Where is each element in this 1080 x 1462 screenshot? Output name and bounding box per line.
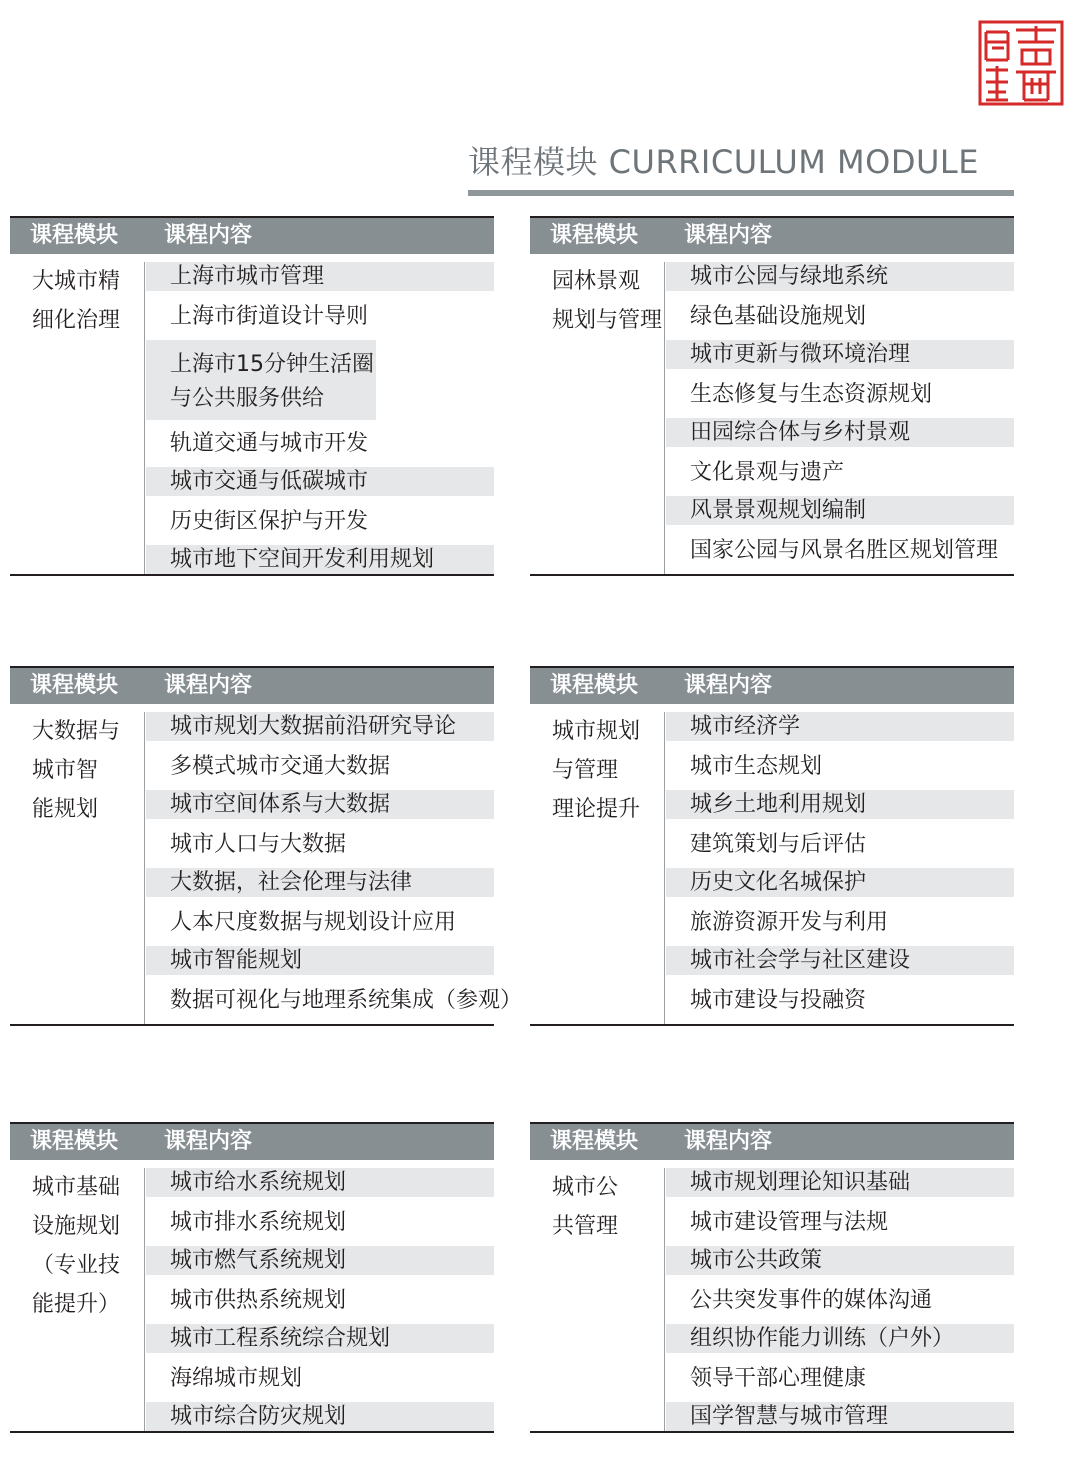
table-header [530, 668, 1014, 704]
course-item: 城市空间体系与大数据 [146, 790, 494, 819]
module-name-line: 城市基础 [32, 1175, 121, 1200]
column-header-module: 课程模块 [30, 673, 119, 698]
course-item: 数据可视化与地理系统集成（参观） [170, 988, 523, 1013]
course-item: 上海市城市管理 [146, 262, 494, 291]
column-header-content: 课程内容 [684, 673, 773, 698]
module-name-line: 城市规划 [552, 719, 641, 744]
course-list [146, 712, 523, 1024]
table-header [10, 668, 494, 704]
module-name-line: 共管理 [552, 1214, 619, 1239]
module-name [530, 1168, 665, 1431]
course-list [666, 1168, 1014, 1431]
course-item: 建筑策划与后评估 [690, 832, 867, 857]
table-body [530, 1160, 1014, 1431]
table-body [530, 254, 1014, 574]
course-list [666, 262, 1014, 574]
course-item: 城乡土地利用规划 [666, 790, 1014, 819]
course-item: 旅游资源开发与利用 [690, 910, 889, 935]
course-item: 多模式城市交通大数据 [170, 754, 391, 779]
module-name-line: 与管理 [552, 758, 619, 783]
course-item: 城市公园与绿地系统 [666, 262, 1014, 291]
course-list [146, 1168, 494, 1431]
course-item: 公共突发事件的媒体沟通 [690, 1288, 933, 1313]
table-body [10, 254, 494, 574]
seal-stamp-icon [978, 20, 1064, 106]
course-item: 城市燃气系统规划 [146, 1246, 494, 1275]
module-name [10, 712, 145, 1024]
course-item: 城市更新与微环境治理 [666, 340, 1014, 369]
course-item: 历史街区保护与开发 [170, 509, 369, 534]
course-item: 城市建设管理与法规 [690, 1210, 889, 1235]
column-header-module: 课程模块 [550, 223, 639, 248]
title-underline [468, 190, 1014, 196]
course-item: 城市供热系统规划 [170, 1288, 347, 1313]
course-list [666, 712, 1014, 1024]
course-item: 城市工程系统综合规划 [146, 1324, 494, 1353]
course-item: 城市社会学与社区建设 [666, 946, 1014, 975]
column-header-module: 课程模块 [550, 1129, 639, 1154]
table-body [10, 704, 523, 1024]
column-header-content: 课程内容 [164, 223, 253, 248]
column-header-module: 课程模块 [550, 673, 639, 698]
course-item: 组织协作能力训练（户外） [666, 1324, 1014, 1353]
course-item: 领导干部心理健康 [690, 1366, 867, 1391]
course-item: 风景景观规划编制 [666, 496, 1014, 525]
column-header-content: 课程内容 [164, 1129, 253, 1154]
course-item: 海绵城市规划 [170, 1366, 303, 1391]
module-name-line: 设施规划 [32, 1214, 121, 1239]
course-item: 城市公共政策 [666, 1246, 1014, 1275]
module-name-line: 大数据与 [32, 719, 121, 744]
course-item: 人本尺度数据与规划设计应用 [170, 910, 457, 935]
course-item: 生态修复与生态资源规划 [690, 382, 933, 407]
course-item: 上海市15分钟生活圈与公共服务供给 [146, 340, 376, 420]
column-header-module: 课程模块 [30, 223, 119, 248]
course-item: 城市给水系统规划 [146, 1168, 494, 1197]
course-item: 城市人口与大数据 [170, 832, 347, 857]
page-title: 课程模块 CURRICULUM MODULE [468, 143, 979, 181]
module-name [530, 262, 665, 574]
course-item: 国家公园与风景名胜区规划管理 [690, 538, 999, 563]
course-item: 田园综合体与乡村景观 [666, 418, 1014, 447]
course-item: 城市建设与投融资 [690, 988, 867, 1013]
curriculum-table [530, 1122, 1014, 1433]
course-item: 上海市街道设计导则 [170, 304, 369, 329]
table-body [530, 704, 1014, 1024]
course-item: 城市综合防灾规划 [146, 1402, 494, 1431]
module-name [530, 712, 665, 1024]
course-item: 城市规划大数据前沿研究导论 [146, 712, 494, 741]
table-header [10, 218, 494, 254]
module-name-line: 能提升） [32, 1292, 121, 1317]
module-name-line: 城市公 [552, 1175, 619, 1200]
course-item: 城市生态规划 [690, 754, 823, 779]
module-name-line: 规划与管理 [552, 308, 663, 333]
course-item: 城市交通与低碳城市 [146, 467, 494, 496]
table-header [530, 1124, 1014, 1160]
module-name-line: 细化治理 [32, 308, 121, 333]
course-item: 城市规划理论知识基础 [666, 1168, 1014, 1197]
course-list [146, 262, 494, 574]
module-name-line: 能规划 [32, 797, 99, 822]
course-item: 轨道交通与城市开发 [170, 431, 369, 456]
course-item: 城市排水系统规划 [170, 1210, 347, 1235]
module-name-line: 大城市精 [32, 269, 121, 294]
course-item: 城市智能规划 [146, 946, 494, 975]
curriculum-table [10, 216, 494, 576]
course-item: 国学智慧与城市管理 [666, 1402, 1014, 1431]
curriculum-table [10, 1122, 494, 1433]
module-name [10, 262, 145, 574]
course-item: 城市地下空间开发利用规划 [146, 545, 494, 574]
curriculum-table [530, 216, 1014, 576]
course-item: 城市经济学 [666, 712, 1014, 741]
module-name-line: 园林景观 [552, 269, 641, 294]
column-header-content: 课程内容 [164, 673, 253, 698]
module-name [10, 1168, 145, 1431]
table-body [10, 1160, 494, 1431]
module-name-line: 城市智 [32, 758, 99, 783]
curriculum-table [530, 666, 1014, 1026]
column-header-module: 课程模块 [30, 1129, 119, 1154]
table-header [530, 218, 1014, 254]
module-name-line: 理论提升 [552, 797, 641, 822]
page-title-block [468, 138, 1014, 196]
column-header-content: 课程内容 [684, 223, 773, 248]
table-header [10, 1124, 494, 1160]
course-item: 大数据，社会伦理与法律 [146, 868, 494, 897]
module-name-line: （专业技 [32, 1253, 121, 1278]
column-header-content: 课程内容 [684, 1129, 773, 1154]
curriculum-table [10, 666, 523, 1026]
course-item: 文化景观与遗产 [690, 460, 845, 485]
course-item: 历史文化名城保护 [666, 868, 1014, 897]
course-item: 绿色基础设施规划 [690, 304, 867, 329]
